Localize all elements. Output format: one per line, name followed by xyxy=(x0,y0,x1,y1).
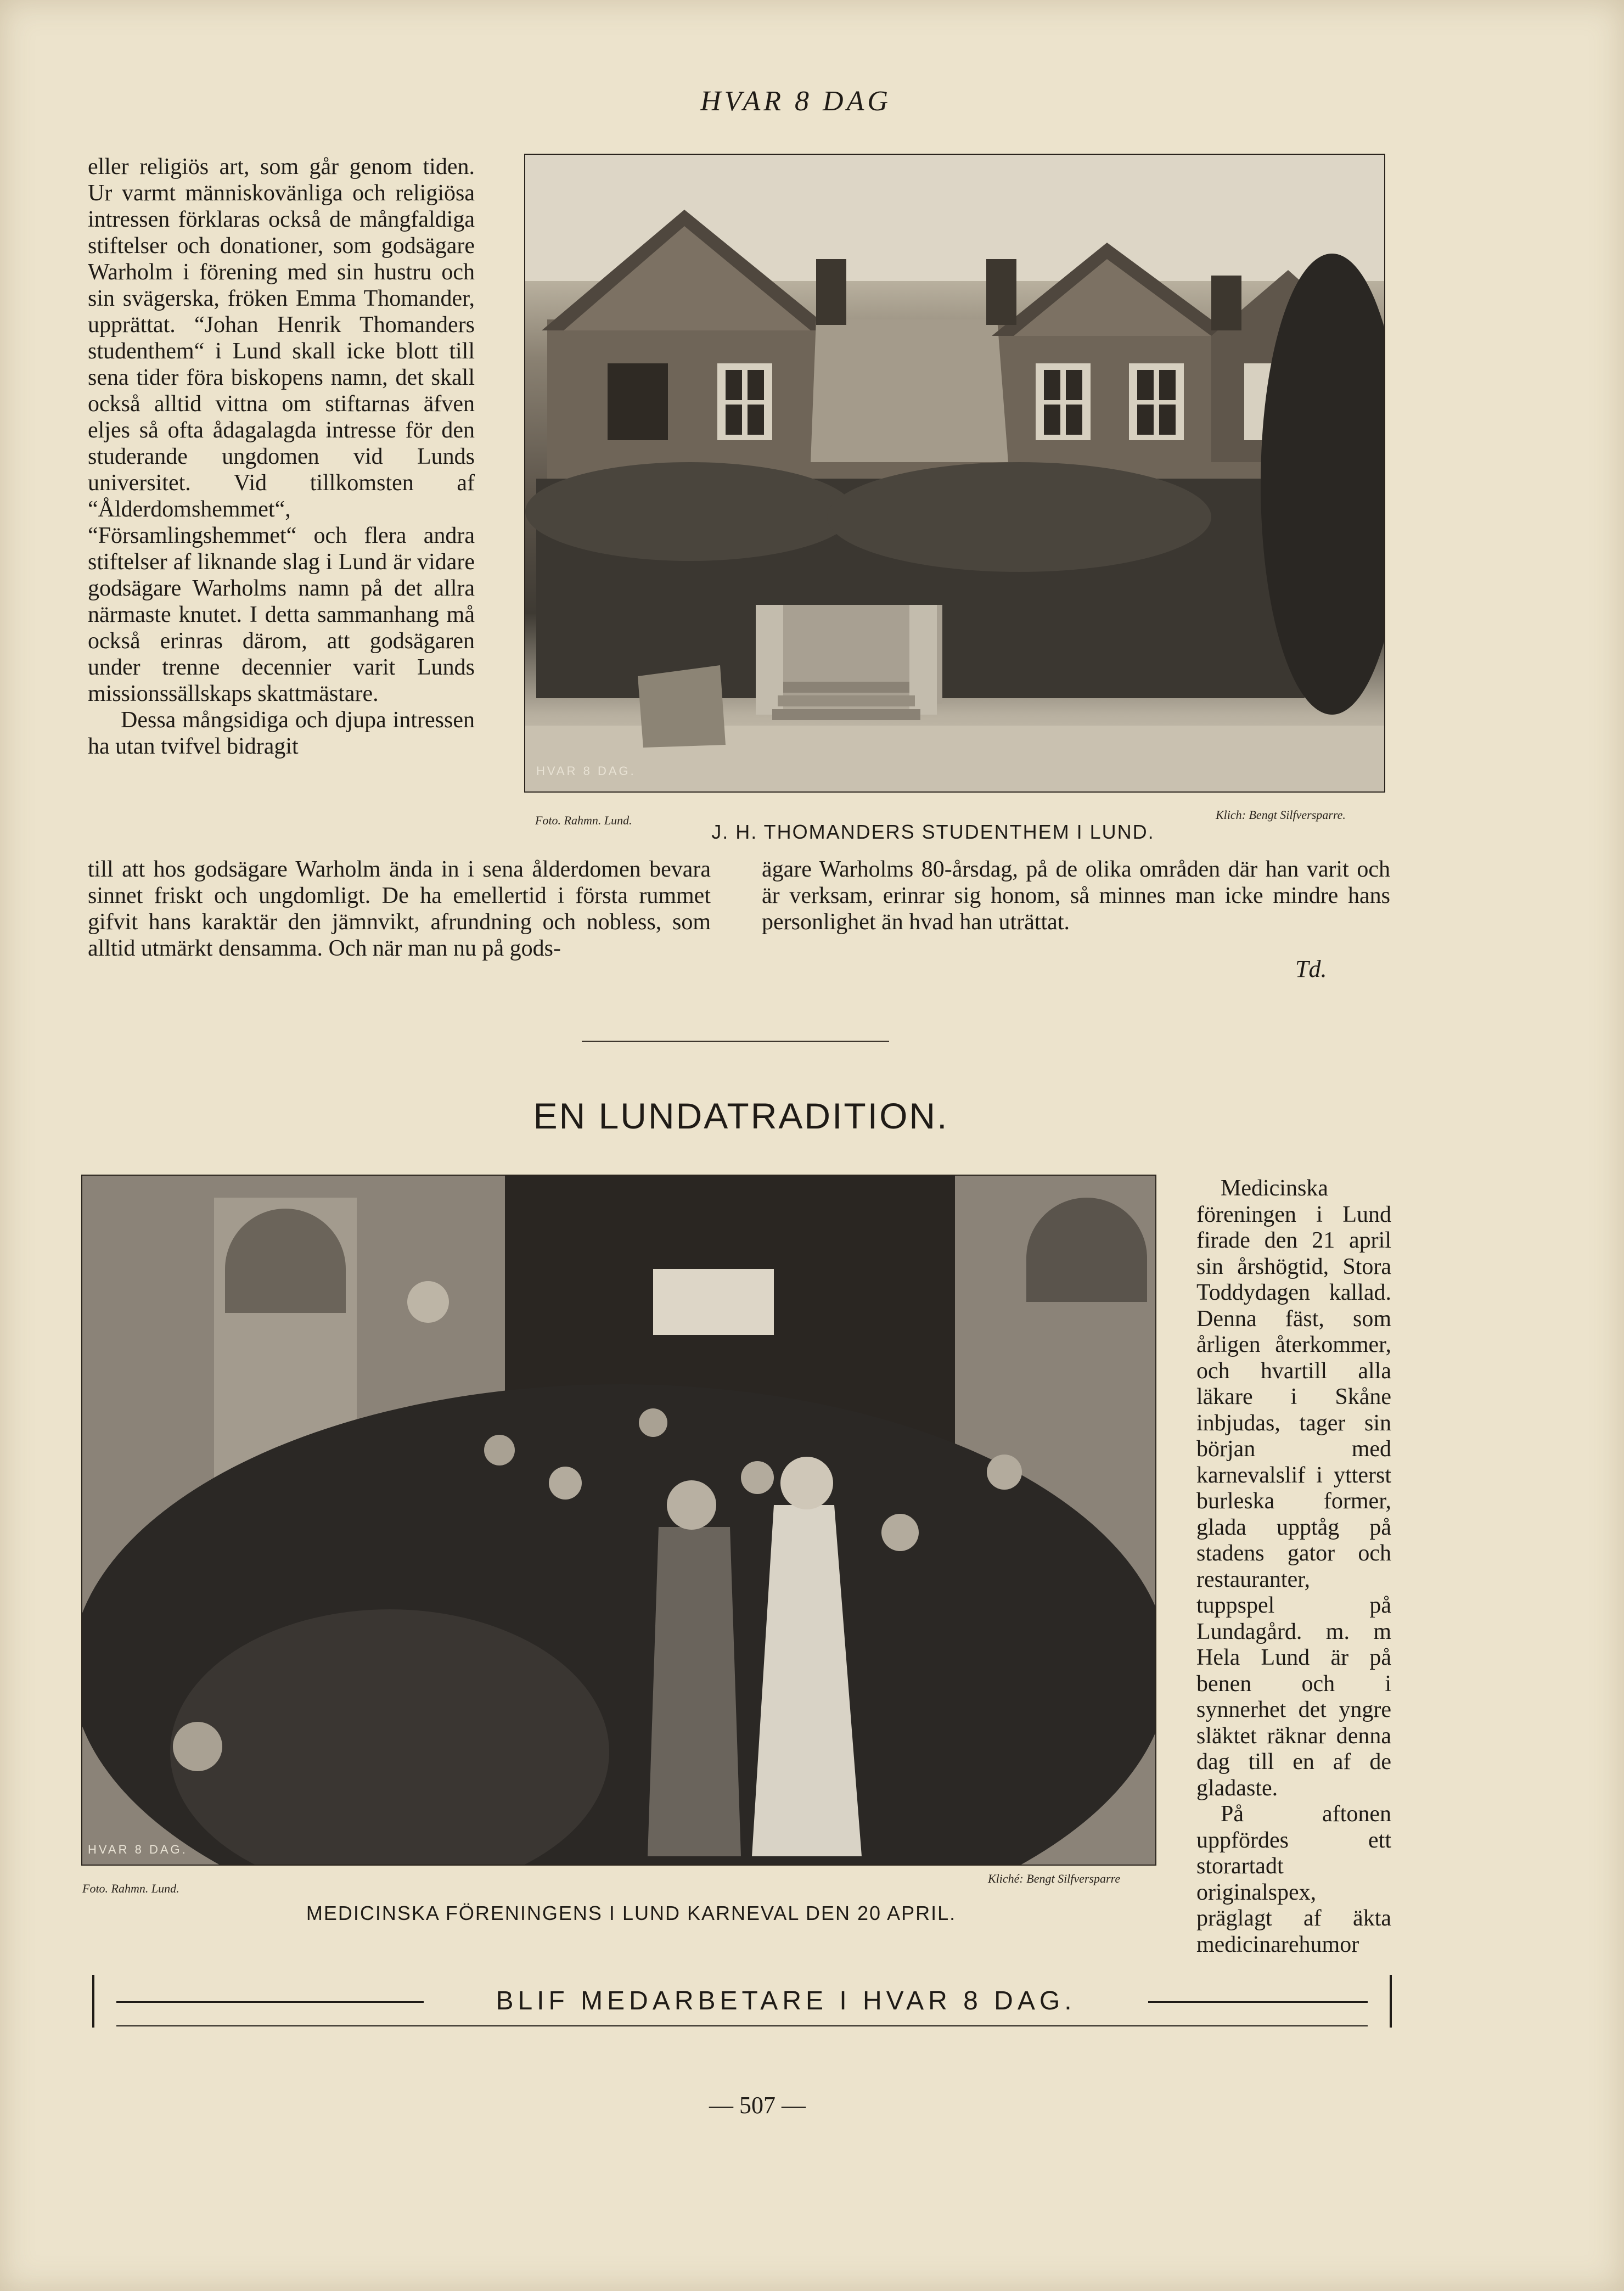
page-number: — 507 — xyxy=(709,2092,806,2119)
page-header: HVAR 8 DAG xyxy=(700,86,891,117)
section-divider xyxy=(582,1041,889,1042)
karneval-photo xyxy=(81,1175,1156,1866)
section-title: EN LUNDATRADITION. xyxy=(533,1096,949,1136)
article-paragraph: till att hos godsägare Warholm ända in i sena ålderdomen bevara sinnet friskt och ungdomligt. De ha emellertid i första rummet gifvit hans karaktär den jämnvikt, afrundning och nobless, som alltid utmärkt densamma. Och när man nu på gods- xyxy=(88,857,711,961)
photo-watermark: HVAR 8 DAG. xyxy=(536,764,636,778)
photo-caption: MEDICINSKA FÖRENINGENS I LUND KARNEVAL DEN 20 APRIL. xyxy=(306,1902,957,1924)
house-illustration xyxy=(525,155,1384,791)
signature: Td. xyxy=(1295,956,1327,982)
photo-caption: J. H. THOMANDERS STUDENTHEM I LUND. xyxy=(711,821,1155,843)
banner-underline xyxy=(116,2025,1368,2026)
cliche-credit: Kliché: Bengt Silfversparre xyxy=(988,1872,1121,1885)
article-paragraph: Dessa mångsidiga och djupa intressen ha utan tvifvel bidragit xyxy=(88,707,475,759)
article-column-1 xyxy=(88,154,475,760)
cliche-credit: Klich: Bengt Silfversparre. xyxy=(1216,808,1346,822)
side-paragraph: Medicinska föreningen i Lund firade den 21 april sin årshögtid, Stora Toddydagen kallad. Denna fäst, som årligen återkommer, och hvartill alla läkare i Skåne inbjudas, tager sin början med karnevalslif i ytterst burleska former, glada upptåg på stadens gator och restauranter, tuppspel på Lundagård. m. m Hela Lund är på benen och i synnerhet det yngre släktet räknar denna dag till en af de gladaste. xyxy=(1196,1176,1391,1801)
article-column-3 xyxy=(762,856,1390,935)
banner-rule-left xyxy=(116,2001,424,2003)
banner-rule-right xyxy=(1148,2001,1368,2003)
studenthem-photo xyxy=(524,154,1385,793)
subscription-banner xyxy=(92,1975,1392,2028)
article-paragraph: ägare Warholms 80-årsdag, på de olika områden där han varit och är verksam, erinrar sig honom, så minnes man icke mindre hans personlighet än hvad han uträttat. xyxy=(762,857,1390,935)
photo-credit: Foto. Rahmn. Lund. xyxy=(535,813,632,827)
side-paragraph: På aftonen uppfördes ett storartadt originalspex, präglagt af äkta medicinarehumor xyxy=(1196,1801,1391,1957)
photo-credit: Foto. Rahmn. Lund. xyxy=(82,1882,179,1895)
banner-text: BLIF MEDARBETARE I HVAR 8 DAG. xyxy=(496,1986,1076,2015)
photo-watermark: HVAR 8 DAG. xyxy=(88,1843,188,1856)
article-paragraph: eller religiös art, som går genom tiden. Ur varmt människovänliga och religiösa intressen förklaras också de mångfaldiga stiftelser och donationer, som godsägare Warholm i förening med sin hustru och sin svägerska, fröken Emma Thomander, upprättat. “Johan Henrik Thomanders studenthem“ i Lund skall icke blott till sena tider föra biskopens namn, det skall också alltid vittna om stiftarnas äfven eljes så ofta ådagalagda intresse för den studerande ungdomen vid Lunds universitet. Vid tillkomsten af “Ålderdomshemmet“, “Församlingshemmet“ och flera andra stiftelser af liknande slag i Lund är vidare godsägare Warholms namn på det allra närmaste knutet. I detta sammanhang må också erinras därom, att godsägaren under trenne decennier varit Lunds missionssällskaps skattmästare. xyxy=(88,154,475,706)
crowd-illustration xyxy=(82,1176,1155,1865)
article-column-2 xyxy=(88,856,711,962)
side-column xyxy=(1196,1176,1391,1958)
